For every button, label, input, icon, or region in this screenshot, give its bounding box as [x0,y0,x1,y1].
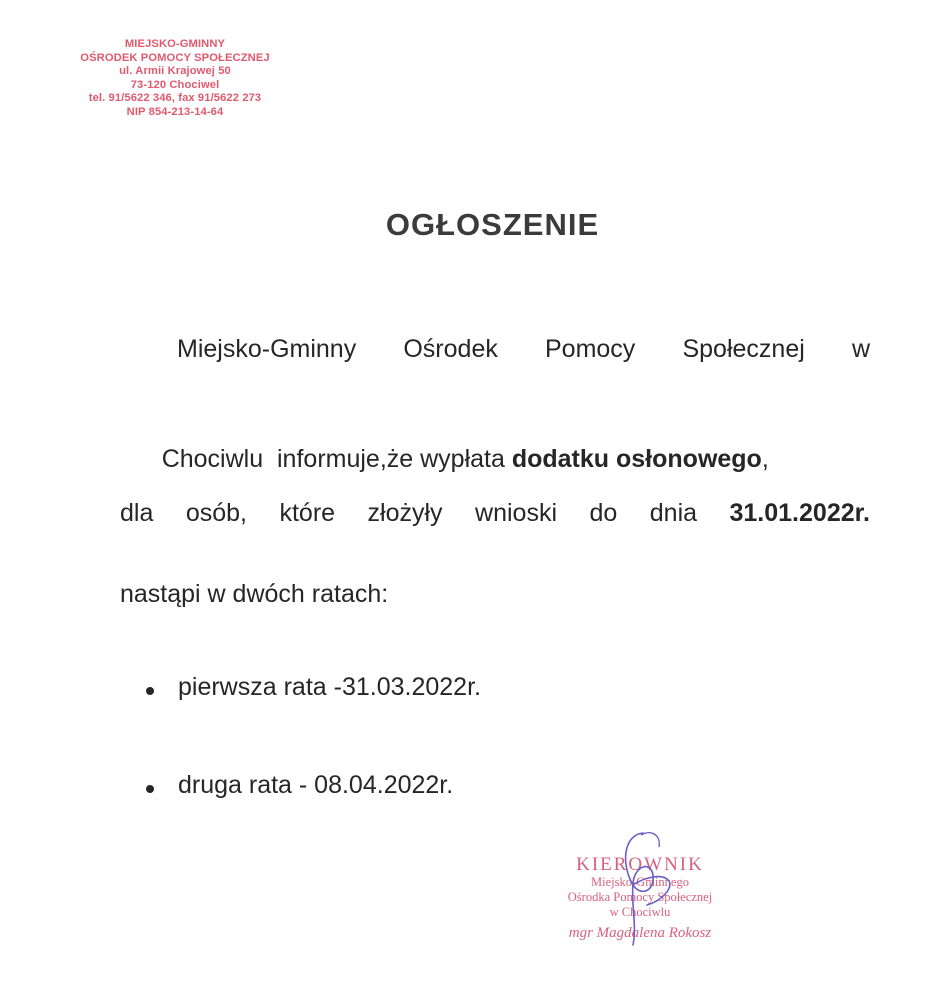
stamp-line: tel. 91/5622 346, fax 91/5622 273 [88,92,262,105]
stamp-line: w Chociwlu [609,905,671,919]
word: do [589,499,618,527]
installment-text: druga rata - 08.04.2022r. [178,771,454,799]
stamp-line: Miejsko-Gminnego [591,875,689,889]
stamp-line: 73-120 Chociwel [130,78,220,91]
stamp-line: OŚRODEK POMOCY SPOŁECZNEJ [80,51,270,64]
deadline-date: 31.01.2022r. [729,499,870,527]
word: Pomocy [545,335,636,363]
text: Chociwlu informuje,że wypłata [161,445,512,473]
signature-stamp [535,855,745,944]
highlight-text: dodatku osłonowego [511,445,762,473]
stamp-line: NIP 854-213-14-64 [126,105,224,118]
handwritten-signature [603,825,683,955]
signatory-name: mgr Magdalena Rokosz [568,925,712,941]
word: złożyły [367,499,443,527]
word: dla [120,499,154,527]
stamp-line: Ośrodka Pomocy Społecznej [567,890,713,904]
word: osób, [185,499,248,527]
word: wnioski [475,499,558,527]
body-line-3 [120,499,870,528]
word: Ośrodek [403,335,498,363]
body-line-1 [177,335,870,364]
word: które [279,499,336,527]
word: w [851,335,870,363]
body-line-2 [120,416,870,503]
word: dnia [649,499,698,527]
stamp-line: ul. Armii Krajowej 50 [119,65,231,78]
bullet-icon [146,687,154,695]
stamp-line: MIEJSKO-GMINNY [124,38,226,50]
installment-text: pierwsza rata -31.03.2022r. [178,673,481,701]
stamp-title: KIEROWNIK [576,854,704,875]
word: Społecznej [682,335,805,363]
text: , [761,445,769,473]
page-title: OGŁOSZENIE [385,207,600,242]
word: Miejsko-Gminny [177,335,357,363]
body-line-4: nastąpi w dwóch ratach: [120,580,389,608]
bullet-icon [146,785,154,793]
institution-stamp [50,38,300,120]
